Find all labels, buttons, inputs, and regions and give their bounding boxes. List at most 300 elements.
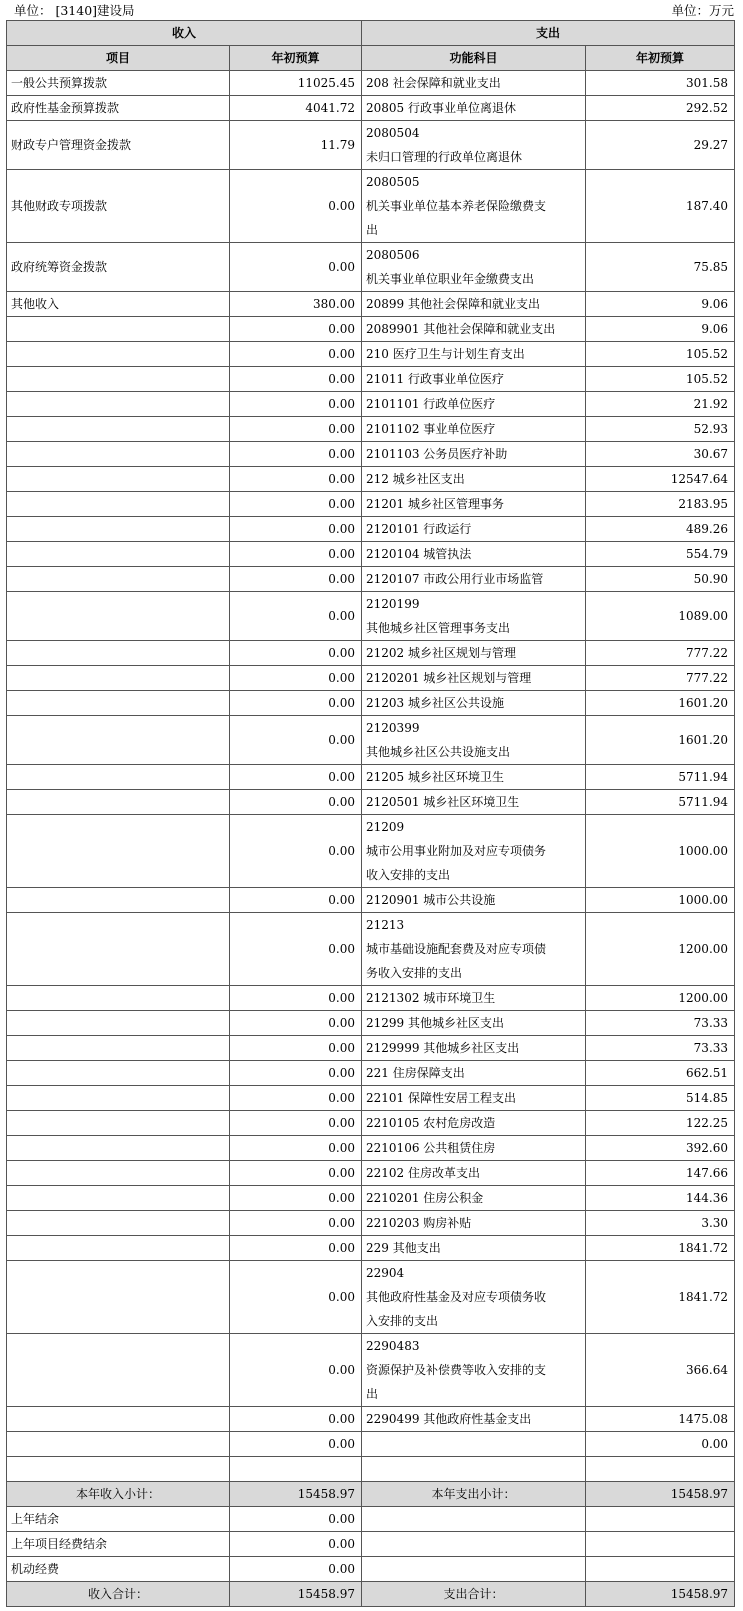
expense-budget-cell: 777.22: [586, 641, 735, 666]
income-budget-cell: 0.00: [230, 1211, 362, 1236]
income-budget-cell: 0.00: [230, 1334, 362, 1407]
expense-budget-cell: 5711.94: [586, 765, 735, 790]
expense-item-cell: [362, 1086, 586, 1111]
table-row: [7, 1261, 735, 1334]
expense-item-line: 229 其他支出: [366, 1241, 441, 1255]
income-budget-cell: 0.00: [230, 1036, 362, 1061]
balance-value: 0.00: [230, 1507, 362, 1532]
income-item-cell: [7, 1011, 230, 1036]
expense-item-line: 21011 行政事业单位医疗: [366, 372, 505, 386]
expense-item-cell: [362, 1111, 586, 1136]
expense-item-line: [366, 1432, 581, 1456]
expense-item-cell: [362, 1261, 586, 1334]
expense-item-line: 机关事业单位基本养老保险缴费支: [366, 199, 547, 213]
blank-cell: [362, 1532, 586, 1557]
expense-item-cell: [362, 392, 586, 417]
section-header-row: [7, 21, 735, 46]
balance-value: 0.00: [230, 1532, 362, 1557]
table-row: [7, 691, 735, 716]
table-row: [7, 592, 735, 641]
income-budget-cell: 0.00: [230, 592, 362, 641]
expense-item-line: 2120901 城市公共设施: [366, 893, 496, 907]
income-budget-cell: 0.00: [230, 317, 362, 342]
expense-item-line: 2120104 城管执法: [366, 547, 472, 561]
income-item-cell: [7, 1111, 230, 1136]
expense-budget-cell: 30.67: [586, 442, 735, 467]
income-section-header: 收入: [7, 21, 362, 46]
table-row: [7, 1036, 735, 1061]
expense-item-line: 22101 保障性安居工程支出: [366, 1091, 517, 1105]
expense-budget-cell: 1200.00: [586, 913, 735, 986]
income-item-cell: [7, 913, 230, 986]
expense-item-line: 收入安排的支出: [366, 868, 451, 882]
table-row: [7, 121, 735, 170]
expense-item-cell: [362, 691, 586, 716]
balance-value: 0.00: [230, 1557, 362, 1582]
expense-item-cell: [362, 542, 586, 567]
income-item-cell: [7, 666, 230, 691]
income-budget-cell: 0.00: [230, 716, 362, 765]
expense-item-cell: [362, 342, 586, 367]
expense-item-cell: [362, 417, 586, 442]
income-item-cell: [7, 592, 230, 641]
table-row: [7, 1211, 735, 1236]
expense-item-line: 208 社会保障和就业支出: [366, 76, 501, 90]
expense-item-cell: [362, 567, 586, 592]
table-row: [7, 986, 735, 1011]
table-row: [7, 1432, 735, 1457]
expense-item-line: 2120101 行政运行: [366, 522, 472, 536]
expense-item-line: [366, 1457, 581, 1481]
expense-total-value: 15458.97: [586, 1582, 735, 1607]
income-budget-cell: 0.00: [230, 790, 362, 815]
expense-budget-cell: 9.06: [586, 317, 735, 342]
table-row: [7, 790, 735, 815]
expense-budget-cell: 75.85: [586, 243, 735, 292]
expense-item-line: 2290499 其他政府性基金支出: [366, 1412, 532, 1426]
income-budget-cell: 0.00: [230, 417, 362, 442]
expense-item-cell: [362, 1334, 586, 1407]
income-budget-cell: 0.00: [230, 765, 362, 790]
expense-budget-cell: 147.66: [586, 1161, 735, 1186]
expense-budget-cell: 105.52: [586, 367, 735, 392]
expense-item-cell: [362, 641, 586, 666]
expense-item-cell: [362, 1236, 586, 1261]
expense-subtotal-value: 15458.97: [586, 1482, 735, 1507]
income-budget-cell: 0.00: [230, 641, 362, 666]
income-budget-cell: 0.00: [230, 467, 362, 492]
expense-item-cell: [362, 1136, 586, 1161]
expense-item-line: 2120107 市政公用行业市场监管: [366, 572, 544, 586]
balance-row: [7, 1532, 735, 1557]
income-item-cell: 一般公共预算拨款: [7, 71, 230, 96]
expense-item-cell: [362, 888, 586, 913]
expense-item-line: 2120199: [366, 597, 420, 611]
expense-item-line: 212 城乡社区支出: [366, 472, 465, 486]
expense-item-line: 其他城乡社区管理事务支出: [366, 621, 511, 635]
income-budget-cell: 380.00: [230, 292, 362, 317]
expense-item-line: 务收入安排的支出: [366, 966, 463, 980]
table-row: [7, 1334, 735, 1407]
expense-budget-cell: 105.52: [586, 342, 735, 367]
expense-item-line: 出: [366, 223, 379, 237]
income-budget-cell: 0.00: [230, 1086, 362, 1111]
table-row: [7, 765, 735, 790]
expense-budget-cell: 777.22: [586, 666, 735, 691]
income-budget-header: 年初预算: [230, 46, 362, 71]
expense-item-line: 21201 城乡社区管理事务: [366, 497, 505, 511]
expense-budget-cell: 3.30: [586, 1211, 735, 1236]
balance-label: 机动经费: [7, 1557, 230, 1582]
expense-item-line: 其他城乡社区公共设施支出: [366, 745, 511, 759]
table-row: [7, 71, 735, 96]
income-budget-cell: 0.00: [230, 888, 362, 913]
expense-item-cell: [362, 1161, 586, 1186]
expense-item-cell: [362, 1011, 586, 1036]
expense-item-cell: [362, 790, 586, 815]
income-item-cell: [7, 442, 230, 467]
income-budget-cell: 0.00: [230, 567, 362, 592]
income-item-cell: [7, 417, 230, 442]
blank-cell: [586, 1507, 735, 1532]
expense-item-line: 2120399: [366, 721, 420, 735]
expense-budget-cell: 5711.94: [586, 790, 735, 815]
unit-bar: [6, 0, 734, 18]
expense-budget-cell: 1200.00: [586, 986, 735, 1011]
table-row: [7, 1236, 735, 1261]
table-row: [7, 1136, 735, 1161]
income-budget-cell: 0.00: [230, 1061, 362, 1086]
subtotal-row: [7, 1482, 735, 1507]
income-item-cell: [7, 492, 230, 517]
income-budget-cell: 4041.72: [230, 96, 362, 121]
table-row: [7, 641, 735, 666]
income-budget-cell: 0.00: [230, 517, 362, 542]
income-item-cell: [7, 392, 230, 417]
income-item-cell: [7, 317, 230, 342]
table-row: [7, 567, 735, 592]
table-row: [7, 888, 735, 913]
expense-budget-cell: 1841.72: [586, 1261, 735, 1334]
expense-budget-cell: 1841.72: [586, 1236, 735, 1261]
expense-item-line: 21203 城乡社区公共设施: [366, 696, 505, 710]
table-row: [7, 492, 735, 517]
expense-item-line: 资源保护及补偿费等收入安排的支: [366, 1363, 547, 1377]
income-item-cell: [7, 1136, 230, 1161]
expense-budget-cell: 12547.64: [586, 467, 735, 492]
income-budget-cell: 0.00: [230, 342, 362, 367]
expense-item-line: 2210203 购房补贴: [366, 1216, 472, 1230]
income-budget-cell: 0.00: [230, 1432, 362, 1457]
table-row: [7, 317, 735, 342]
table-row: [7, 1407, 735, 1432]
expense-budget-cell: 21.92: [586, 392, 735, 417]
expense-item-line: 2129999 其他城乡社区支出: [366, 1041, 520, 1055]
expense-item-cell: [362, 442, 586, 467]
expense-item-cell: [362, 592, 586, 641]
expense-budget-cell: 50.90: [586, 567, 735, 592]
income-item-cell: 其他财政专项拨款: [7, 170, 230, 243]
income-item-cell: [7, 1407, 230, 1432]
expense-item-line: 城市基础设施配套费及对应专项债: [366, 942, 547, 956]
income-budget-cell: 0.00: [230, 1186, 362, 1211]
expense-item-cell: [362, 492, 586, 517]
expense-item-cell: [362, 367, 586, 392]
income-item-cell: [7, 716, 230, 765]
income-item-cell: [7, 1086, 230, 1111]
blank-cell: [362, 1507, 586, 1532]
expense-total-label: 支出合计：: [362, 1582, 586, 1607]
income-item-cell: [7, 691, 230, 716]
expense-item-cell: [362, 96, 586, 121]
income-subtotal-value: 15458.97: [230, 1482, 362, 1507]
income-budget-cell: 0.00: [230, 1161, 362, 1186]
table-row: [7, 913, 735, 986]
expense-item-cell: [362, 815, 586, 888]
expense-item-line: 2210106 公共租赁住房: [366, 1141, 496, 1155]
blank-cell: [586, 1532, 735, 1557]
expense-budget-cell: 1089.00: [586, 592, 735, 641]
income-item-cell: [7, 1036, 230, 1061]
expense-item-line: 机关事业单位职业年金缴费支出: [366, 272, 535, 286]
expense-budget-cell: 73.33: [586, 1036, 735, 1061]
income-budget-cell: 0.00: [230, 666, 362, 691]
expense-item-line: 2120201 城乡社区规划与管理: [366, 671, 532, 685]
expense-budget-header: 年初预算: [586, 46, 735, 71]
income-item-cell: [7, 1457, 230, 1482]
expense-item-cell: [362, 986, 586, 1011]
income-item-cell: [7, 1236, 230, 1261]
income-budget-cell: 0.00: [230, 442, 362, 467]
expense-item-cell: [362, 1036, 586, 1061]
income-budget-cell: 11025.45: [230, 71, 362, 96]
expense-item-cell: [362, 292, 586, 317]
income-item-cell: 政府统筹资金拨款: [7, 243, 230, 292]
expense-item-line: 2080506: [366, 248, 420, 262]
income-item-cell: [7, 542, 230, 567]
table-row: [7, 1111, 735, 1136]
expense-budget-cell: 514.85: [586, 1086, 735, 1111]
income-budget-cell: 0.00: [230, 1111, 362, 1136]
table-row: [7, 292, 735, 317]
expense-item-line: 21202 城乡社区规划与管理: [366, 646, 517, 660]
blank-cell: [362, 1557, 586, 1582]
expense-budget-cell: 392.60: [586, 1136, 735, 1161]
total-row: [7, 1582, 735, 1607]
expense-budget-cell: 2183.95: [586, 492, 735, 517]
expense-item-cell: [362, 1407, 586, 1432]
balance-label: 上年项目经费结余: [7, 1532, 230, 1557]
expense-item-cell: [362, 71, 586, 96]
income-budget-cell: 0.00: [230, 691, 362, 716]
expense-budget-cell: 122.25: [586, 1111, 735, 1136]
income-item-cell: [7, 641, 230, 666]
income-item-cell: [7, 1061, 230, 1086]
income-budget-cell: 11.79: [230, 121, 362, 170]
expense-budget-cell: 1475.08: [586, 1407, 735, 1432]
income-budget-cell: [230, 1457, 362, 1482]
income-item-cell: 政府性基金预算拨款: [7, 96, 230, 121]
expense-item-line: 2290483: [366, 1339, 420, 1353]
income-item-cell: [7, 342, 230, 367]
table-row: [7, 367, 735, 392]
expense-budget-cell: 292.52: [586, 96, 735, 121]
expense-item-line: 入安排的支出: [366, 1314, 439, 1328]
income-item-cell: 其他收入: [7, 292, 230, 317]
income-item-cell: [7, 1161, 230, 1186]
expense-item-line: 2120501 城乡社区环境卫生: [366, 795, 520, 809]
table-row: [7, 1086, 735, 1111]
expense-item-header: 功能科目: [362, 46, 586, 71]
expense-item-line: 21209: [366, 820, 405, 834]
blank-cell: [586, 1557, 735, 1582]
expense-item-line: 2101103 公务员医疗补助: [366, 447, 508, 461]
expense-item-cell: [362, 716, 586, 765]
income-budget-cell: 0.00: [230, 170, 362, 243]
expense-item-cell: [362, 243, 586, 292]
income-item-cell: [7, 1261, 230, 1334]
balance-row: [7, 1507, 735, 1532]
expense-item-line: 21299 其他城乡社区支出: [366, 1016, 505, 1030]
income-budget-cell: 0.00: [230, 392, 362, 417]
table-row: [7, 1161, 735, 1186]
table-row: [7, 666, 735, 691]
table-row: [7, 542, 735, 567]
expense-item-cell: [362, 913, 586, 986]
expense-item-line: 2121302 城市环境卫生: [366, 991, 496, 1005]
expense-budget-cell: 0.00: [586, 1432, 735, 1457]
expense-item-line: 2210201 住房公积金: [366, 1191, 484, 1205]
income-budget-cell: 0.00: [230, 492, 362, 517]
income-item-cell: [7, 888, 230, 913]
expense-item-line: 2101101 行政单位医疗: [366, 397, 496, 411]
table-row: [7, 417, 735, 442]
income-item-cell: [7, 467, 230, 492]
expense-item-line: 2080504: [366, 126, 420, 140]
expense-item-line: 未归口管理的行政单位离退休: [366, 150, 523, 164]
table-row: [7, 392, 735, 417]
expense-budget-cell: 366.64: [586, 1334, 735, 1407]
income-budget-cell: 0.00: [230, 1011, 362, 1036]
expense-item-line: 出: [366, 1387, 379, 1401]
income-subtotal-label: 本年收入小计：: [7, 1482, 230, 1507]
income-budget-cell: 0.00: [230, 1236, 362, 1261]
expense-budget-cell: [586, 1457, 735, 1482]
income-item-cell: [7, 1334, 230, 1407]
table-row: [7, 96, 735, 121]
expense-item-line: 21205 城乡社区环境卫生: [366, 770, 505, 784]
table-row: [7, 716, 735, 765]
expense-budget-cell: 554.79: [586, 542, 735, 567]
expense-budget-cell: 73.33: [586, 1011, 735, 1036]
expense-budget-cell: 187.40: [586, 170, 735, 243]
expense-budget-cell: 1601.20: [586, 691, 735, 716]
income-item-cell: [7, 986, 230, 1011]
expense-budget-cell: 1000.00: [586, 888, 735, 913]
table-row: [7, 342, 735, 367]
expense-item-cell: [362, 170, 586, 243]
table-row: [7, 1061, 735, 1086]
expense-budget-cell: 144.36: [586, 1186, 735, 1211]
table-row: [7, 1186, 735, 1211]
expense-item-line: 其他政府性基金及对应专项债务收: [366, 1290, 547, 1304]
expense-item-line: 2080505: [366, 175, 420, 189]
expense-item-cell: [362, 1457, 586, 1482]
table-row: [7, 1011, 735, 1036]
expense-item-line: 20899 其他社会保障和就业支出: [366, 297, 541, 311]
income-budget-cell: 0.00: [230, 1407, 362, 1432]
income-total-label: 收入合计：: [7, 1582, 230, 1607]
expense-budget-cell: 662.51: [586, 1061, 735, 1086]
income-item-cell: [7, 765, 230, 790]
income-budget-cell: 0.00: [230, 913, 362, 986]
balance-label: 上年结余: [7, 1507, 230, 1532]
expense-item-line: 22102 住房改革支出: [366, 1166, 481, 1180]
expense-budget-cell: 301.58: [586, 71, 735, 96]
income-total-value: 15458.97: [230, 1582, 362, 1607]
expense-item-line: 2089901 其他社会保障和就业支出: [366, 322, 556, 336]
expense-item-cell: [362, 1211, 586, 1236]
income-item-cell: [7, 367, 230, 392]
expense-item-line: 21213: [366, 918, 405, 932]
expense-budget-cell: 9.06: [586, 292, 735, 317]
expense-item-line: 2101102 事业单位医疗: [366, 422, 496, 436]
expense-item-cell: [362, 121, 586, 170]
expense-item-cell: [362, 666, 586, 691]
income-item-cell: 财政专户管理资金拨款: [7, 121, 230, 170]
income-budget-cell: 0.00: [230, 1136, 362, 1161]
expense-item-line: 22904: [366, 1266, 405, 1280]
table-row: [7, 815, 735, 888]
table-row: [7, 517, 735, 542]
expense-section-header: 支出: [362, 21, 735, 46]
table-row: [7, 467, 735, 492]
expense-item-cell: [362, 317, 586, 342]
expense-subtotal-label: 本年支出小计：: [362, 1482, 586, 1507]
income-item-cell: [7, 1211, 230, 1236]
expense-budget-cell: 1000.00: [586, 815, 735, 888]
income-budget-cell: 0.00: [230, 815, 362, 888]
income-item-cell: [7, 1432, 230, 1457]
income-budget-cell: 0.00: [230, 986, 362, 1011]
expense-budget-cell: 52.93: [586, 417, 735, 442]
expense-item-line: 221 住房保障支出: [366, 1066, 465, 1080]
expense-item-cell: [362, 517, 586, 542]
income-budget-cell: 0.00: [230, 367, 362, 392]
expense-budget-cell: 29.27: [586, 121, 735, 170]
income-item-cell: [7, 1186, 230, 1211]
income-item-header: 项目: [7, 46, 230, 71]
income-item-cell: [7, 790, 230, 815]
expense-item-cell: [362, 1432, 586, 1457]
unit-org: 单位： [3140]建设局: [14, 3, 135, 18]
expense-item-line: 210 医疗卫生与计划生育支出: [366, 347, 525, 361]
table-row: [7, 170, 735, 243]
column-header-row: [7, 46, 735, 71]
expense-item-cell: [362, 765, 586, 790]
income-item-cell: [7, 517, 230, 542]
budget-table: [6, 20, 735, 1607]
balance-row: [7, 1557, 735, 1582]
expense-item-line: 20805 行政事业单位离退休: [366, 101, 517, 115]
expense-item-cell: [362, 467, 586, 492]
income-budget-cell: 0.00: [230, 1261, 362, 1334]
income-budget-cell: 0.00: [230, 542, 362, 567]
expense-budget-cell: 489.26: [586, 517, 735, 542]
expense-item-cell: [362, 1061, 586, 1086]
table-row: [7, 1457, 735, 1482]
expense-budget-cell: 1601.20: [586, 716, 735, 765]
